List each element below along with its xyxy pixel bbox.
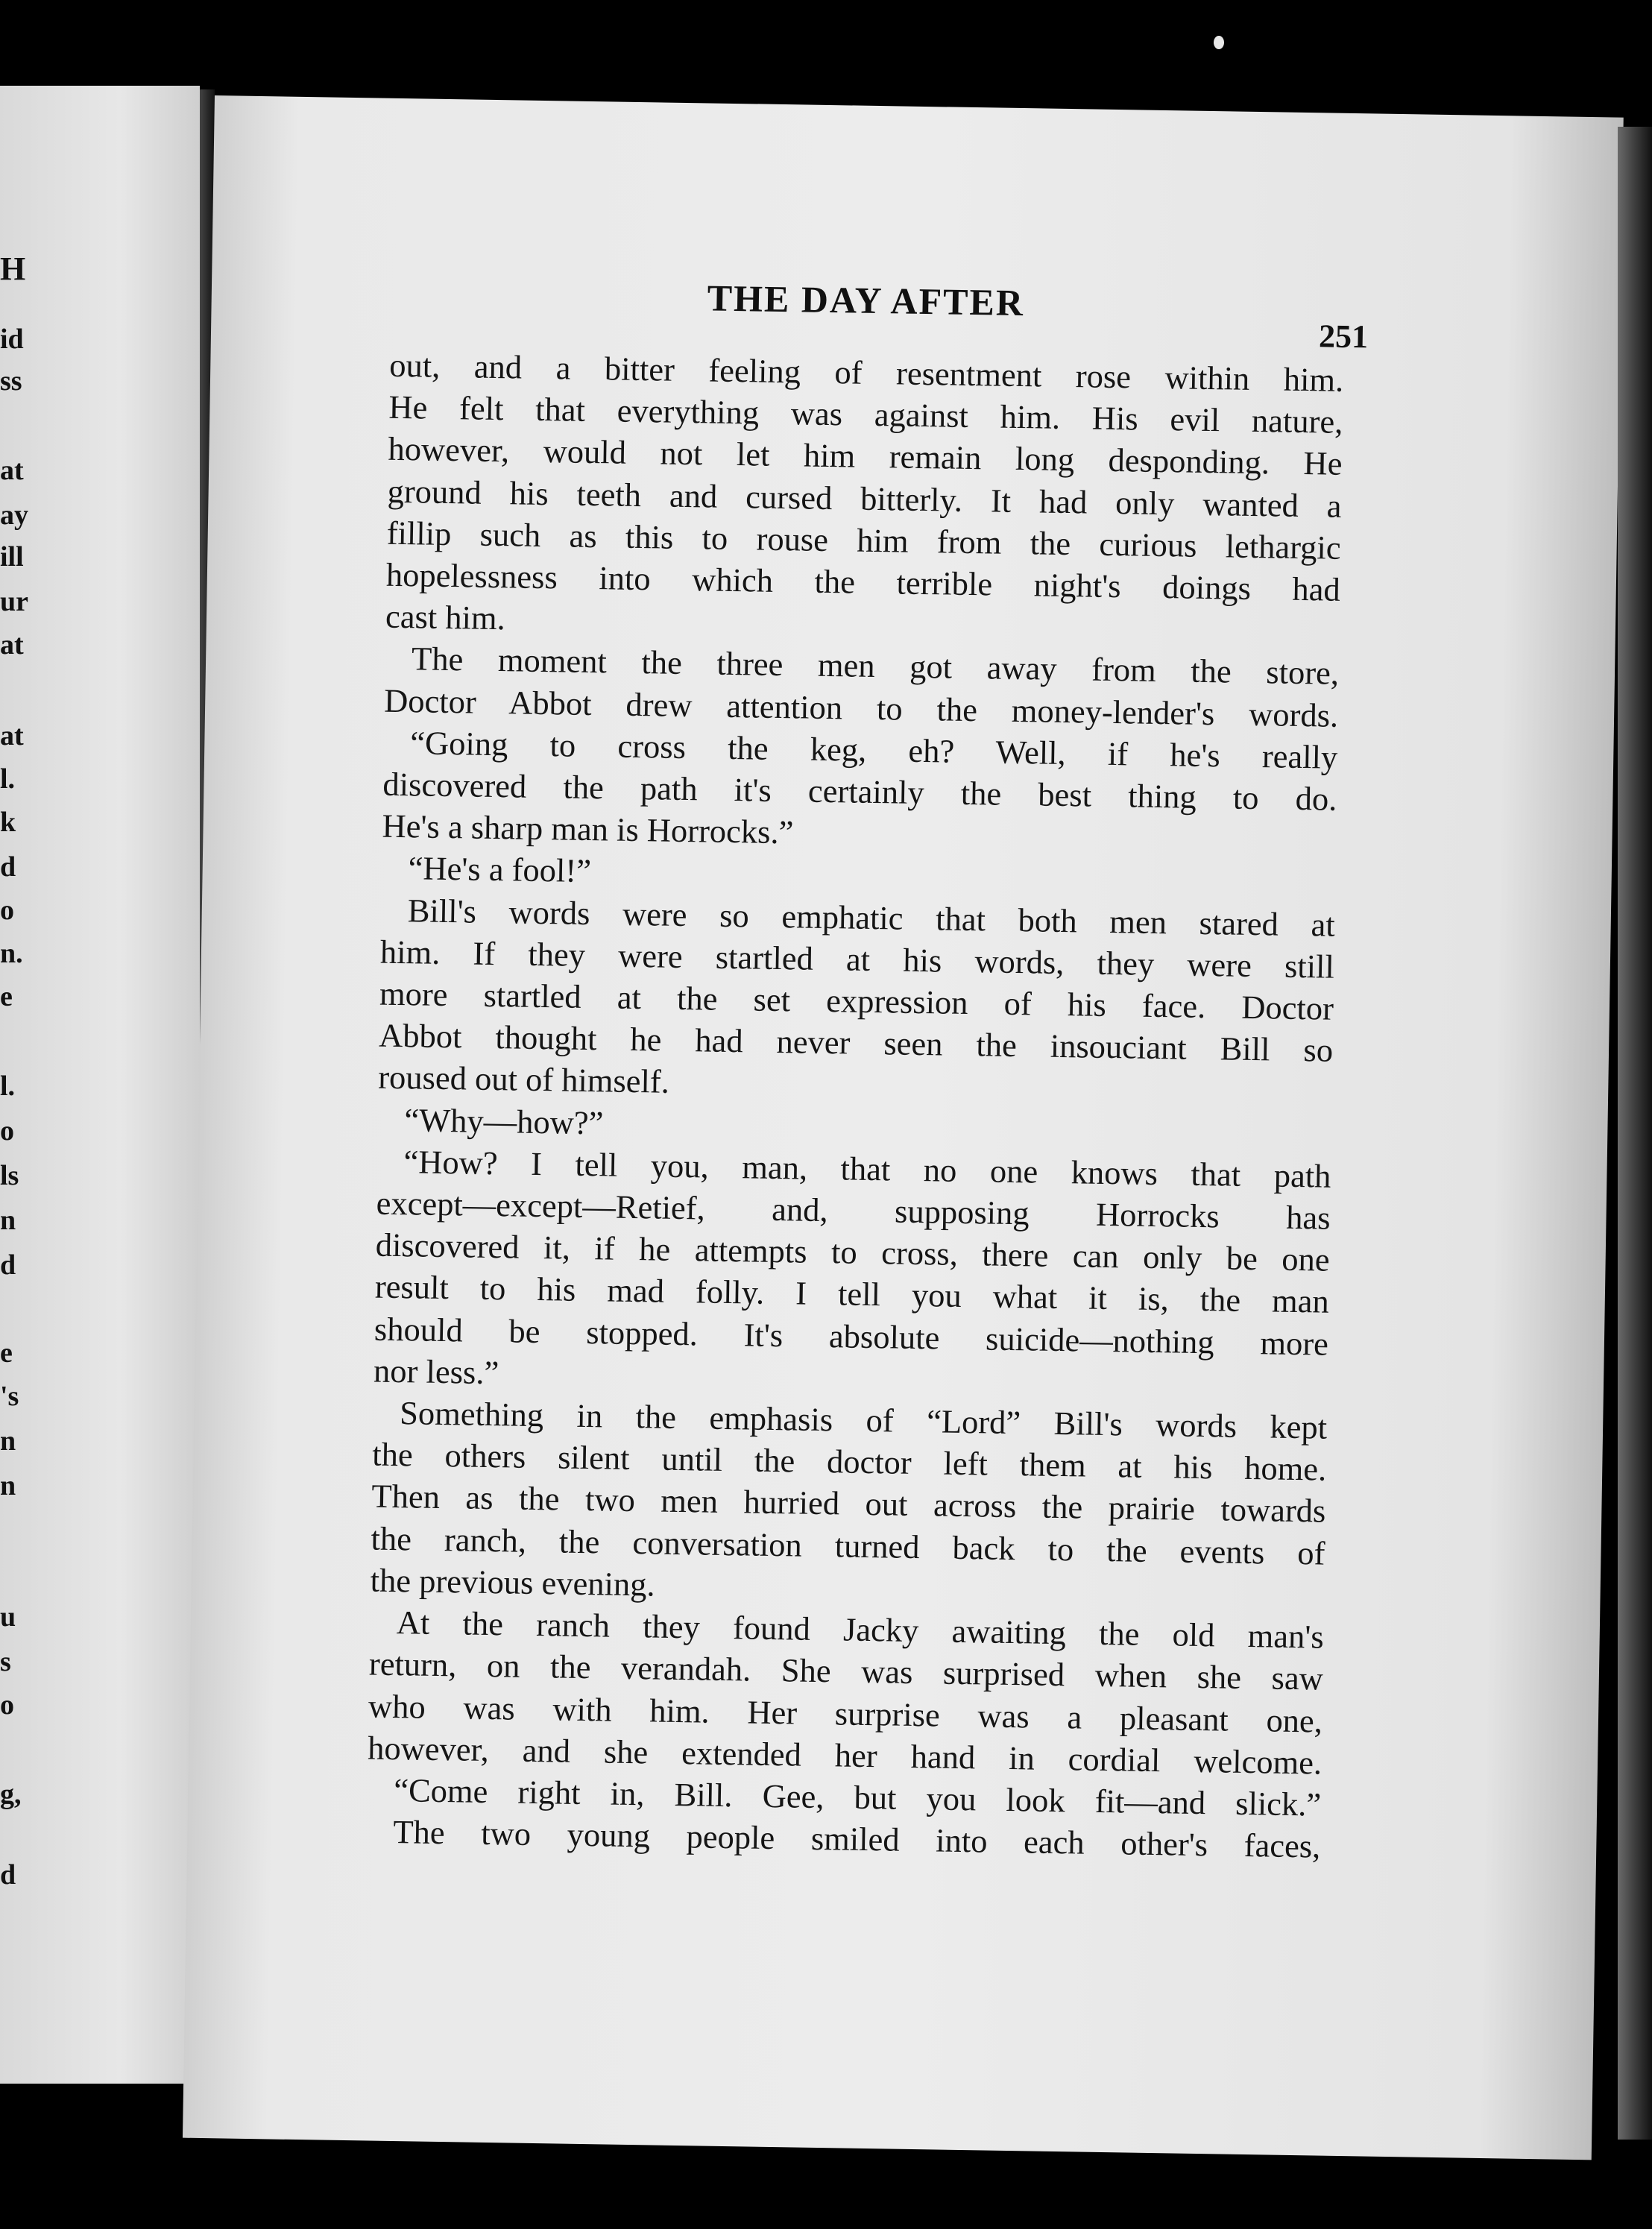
text-line: the others silent until the doctor left them at his home. xyxy=(372,1435,1327,1488)
text-line: however, and she extended her hand in cordial welcome. xyxy=(367,1729,1322,1782)
text-line: The moment the three men got away from the store, xyxy=(411,640,1340,693)
margin-fragment: o xyxy=(0,1115,14,1147)
margin-fragment: n xyxy=(0,1205,16,1236)
text-line: At the ranch they found Jacky awaiting the old man's xyxy=(396,1604,1325,1656)
text-line: ground his teeth and cursed bitterly. It had only wanted a xyxy=(387,472,1342,525)
paragraph xyxy=(385,344,1344,652)
margin-fragment: id xyxy=(0,324,24,355)
text-line: nor less.” xyxy=(373,1352,499,1392)
scan-speck xyxy=(1214,36,1224,49)
running-title: THE DAY AFTER xyxy=(707,277,1025,324)
text-line: however, would not let him remain long desponding. He xyxy=(388,430,1343,483)
page-right-edge xyxy=(1618,127,1652,2140)
margin-fragment: o xyxy=(0,1689,14,1721)
margin-fragment: s xyxy=(0,1646,11,1677)
paragraph xyxy=(368,1601,1324,1784)
margin-fragment: d xyxy=(0,1249,16,1281)
margin-fragment: ls xyxy=(0,1160,19,1191)
text-line: hopelessness into which the terrible night's doings had xyxy=(385,555,1341,608)
text-line: discovered the path it's certainly the best thing to do. xyxy=(382,765,1337,818)
text-line: Doctor Abbot drew attention to the money-lender's words. xyxy=(383,681,1339,734)
body-text xyxy=(366,344,1344,1867)
margin-fragment: at xyxy=(0,455,24,486)
margin-fragment: H xyxy=(0,250,26,287)
paragraph xyxy=(378,889,1335,1113)
margin-fragment: ur xyxy=(0,586,28,617)
text-line: He felt that everything was against him. His evil nature, xyxy=(388,388,1343,441)
margin-fragment: u xyxy=(0,1601,16,1633)
margin-fragment: at xyxy=(0,629,24,660)
margin-fragment: 's xyxy=(0,1381,19,1412)
paragraph xyxy=(384,637,1340,736)
paragraph xyxy=(373,1140,1331,1406)
previous-page-edge xyxy=(0,86,200,2084)
text-line: Then as the two men hurried out across the prairie towards xyxy=(371,1478,1326,1530)
text-line: should be stopped. It's absolute suicide—nothing more xyxy=(373,1310,1329,1363)
text-line: roused out of himself. xyxy=(377,1059,670,1101)
text-line: The two young people smiled into each other's faces, xyxy=(393,1813,1321,1865)
text-line: Bill's words were so emphatic that both men stared at xyxy=(407,891,1336,944)
margin-fragment: ay xyxy=(0,499,28,531)
paragraph xyxy=(370,1392,1327,1616)
margin-fragment: at xyxy=(0,720,24,751)
margin-fragment: n xyxy=(0,1425,16,1457)
margin-fragment: n. xyxy=(0,938,23,969)
margin-fragment: ill xyxy=(0,541,24,573)
margin-fragment: e xyxy=(0,1337,13,1369)
text-line: fillip such as this to rouse him from the curious lethargic xyxy=(386,514,1342,567)
text-line: “Going to cross the keg, eh? Well, if he's really xyxy=(410,724,1338,776)
text-line: the ranch, the conversation turned back to the events of xyxy=(371,1519,1325,1572)
text-line: the previous evening. xyxy=(370,1561,655,1604)
text-line: who was with him. Her surprise was a pleasant one, xyxy=(368,1687,1323,1740)
margin-fragment: d xyxy=(0,1859,16,1891)
margin-fragment: o xyxy=(0,895,14,926)
book-page xyxy=(183,95,1624,2160)
paragraph xyxy=(382,721,1337,862)
text-line: him. If they were startled at his words, they were still xyxy=(379,933,1335,986)
text-line: He's a sharp man is Horrocks.” xyxy=(382,807,794,851)
text-line: “Why—how?” xyxy=(404,1100,604,1142)
text-line: “Come right in, Bill. Gee, but you look fit—and slick.” xyxy=(393,1771,1322,1823)
text-line: Abbot thought he had never seen the insouciant Bill so xyxy=(378,1016,1334,1069)
page-number: 251 xyxy=(1318,318,1369,356)
text-line: Something in the emphasis of “Lord” Bill's words kept xyxy=(399,1394,1328,1446)
text-line: return, on the verandah. She was surprised when she saw xyxy=(368,1645,1324,1697)
margin-fragment: n xyxy=(0,1470,16,1501)
text-line: except—except—Retief, and, supposing Horrocks has xyxy=(376,1184,1331,1237)
margin-fragment: ss xyxy=(0,365,22,397)
text-line: “He's a fool!” xyxy=(408,849,592,890)
margin-fragment: e xyxy=(0,981,13,1012)
text-line: result to his mad folly. I tell you what it is, the man xyxy=(374,1268,1330,1321)
margin-fragment: l. xyxy=(0,1071,16,1102)
margin-fragment: g, xyxy=(0,1779,22,1810)
text-line: out, and a bitter feeling of resentment rose within him. xyxy=(388,346,1344,399)
margin-fragment: l. xyxy=(0,763,16,795)
margin-fragment: d xyxy=(0,851,16,883)
text-line: more startled at the set expression of his face. Doctor xyxy=(379,974,1334,1027)
text-line: cast him. xyxy=(385,597,506,637)
text-line: discovered it, if he attempts to cross, there can only be one xyxy=(375,1226,1331,1279)
text-line: “How? I tell you, man, that no one knows that path xyxy=(403,1143,1331,1195)
margin-fragment: k xyxy=(0,807,16,838)
